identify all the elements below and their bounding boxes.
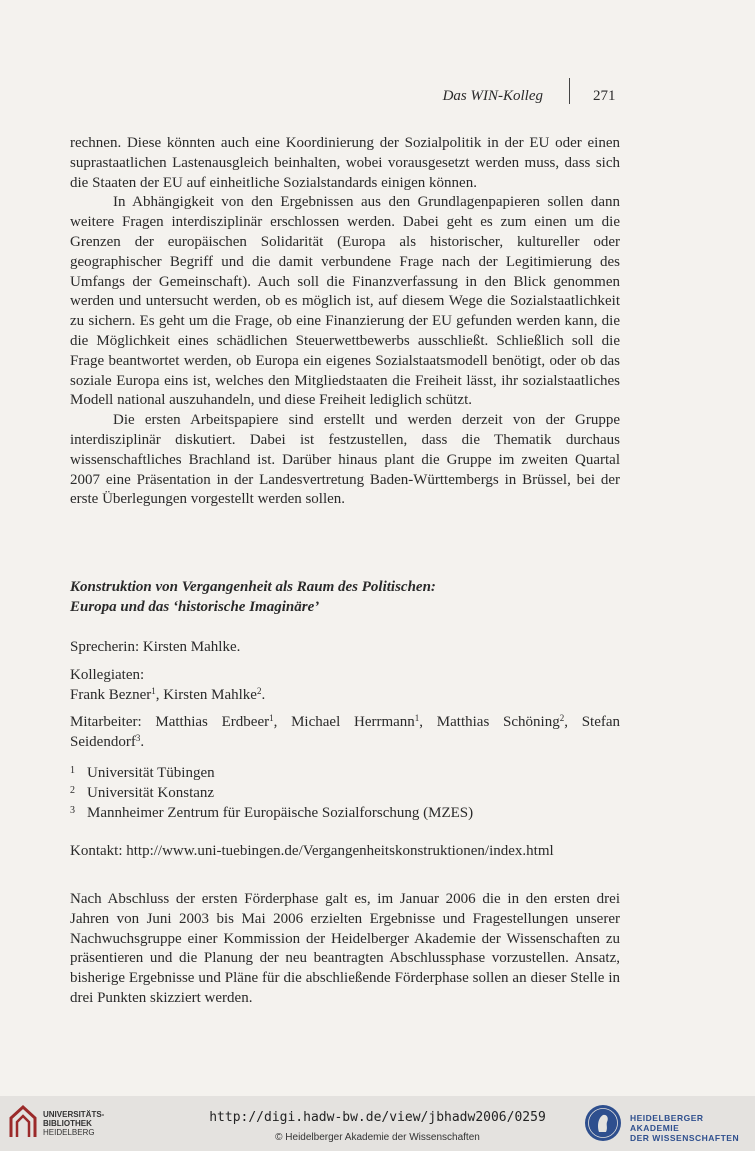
section-title-line-2: Europa und das ‘historische Imaginäre’ [70, 598, 320, 615]
contact-link[interactable]: Kontakt: http://www.uni-tuebingen.de/Vergangenheitskonstruktionen/index.html [70, 843, 554, 859]
section-title-line-1: Konstruktion von Vergangenheit als Raum des Politischen: [70, 579, 436, 595]
affiliation-ref: 1 [269, 713, 274, 723]
closing-paragraph: Nach Abschluss der ersten Förderphase galt es, im Januar 2006 die in den ersten drei Jahren von Juni 2003 bis Mai 2006 erzielten Ergebnisse und Fragestellungen unserer Nachwuchsgruppe einer Kommission der Heidelberger Akademie der Wissenschaften zu präsentieren und die Planung der neu beantragten Abschlussphase vorzustellen. Ansatz, bisherige Ergebnisse und Pläne für die abschließende Förderphase sollen an dieser Stelle in drei Punkten skizziert werden. [70, 891, 620, 1006]
running-header [0, 88, 755, 112]
affiliation-ref: 1 [151, 685, 156, 696]
kollegiaten-block [70, 666, 630, 706]
paragraph-3: Die ersten Arbeitspapiere sind erstellt und werden derzeit von der Gruppe interdisziplinär diskutiert. Dabei ist festzustellen, dass die Thematik durchaus wissenschaftliches Brachland ist. Darüber hinaus plant die Gruppe im zweiten Quartal 2007 eine Präsentation in der Landesvertretung Baden-Württembergs in Brüssel, bei der erste Überlegungen vorgestellt werden sollen. [70, 412, 620, 508]
paragraph-1: rechnen. Diese könnten auch eine Koordinierung der Sozialpolitik in der EU oder einen suprastaatlichen Lastenausgleich beinhalten, wobei vorausgesetzt werden muss, dass sich die Staaten der EU auf einheitliche Sozialstandards einigen können. [70, 135, 620, 191]
person-name: Frank Bezner [70, 686, 152, 703]
person-name: Michael Herrmann [291, 714, 415, 730]
affiliation-ref: 2 [559, 713, 565, 723]
section-block [70, 578, 630, 618]
person-name: Stefan Seidendorf [70, 714, 621, 750]
academy-name: HEIDELBERGER AKADEMIE DER WISSENSCHAFTEN [630, 1113, 740, 1143]
speaker: Sprecherin: Kirsten Mahlke. [70, 639, 241, 655]
paragraph-2: In Abhängigkeit von den Ergebnissen aus den Grundlagenpapieren sollen dann weitere Fragen interdisziplinär erschlossen werden. Dabei geht es zum einen um die Grenzen der europäischen Solidarität (Europa als historischer, kultureller oder geographischer Begriff und die damit verbundene Frage nach der Legitimierung des Umfangs der Gemeinschaft). Auch soll die Finanzverfassung in den Blick genommen werden und untersucht werden, ob es möglich ist, auf diesem Wege die Sozialstaatlichkeit zu sichern. Es geht um die Frage, ob eine Finanzierung der EU gefunden werden kann, die die Möglichkeit eines schädlichen Steuerwettbewerbs ausschließt. Schließlich soll die Frage beantwortet werden, ob Europa ein eigenes Sozialstaatsmodell benötigt, oder ob das soziale Europa eins ist, welches den Mitgliedstaaten die Freiheit lässt, ihr sozialstaatliches Modell national auszuhandeln, und diese Freiheit lediglich schützt. [70, 194, 620, 409]
mitarbeiter-block [70, 713, 620, 753]
footnote: 2 Universität Konstanz [70, 784, 215, 801]
affiliation-ref: 2 [256, 685, 262, 696]
upper-body-text [70, 134, 620, 510]
page-number: 271 [593, 88, 616, 104]
footer-bar [0, 1096, 755, 1151]
university-library-name: UNIVERSITÄTS- BIBLIOTHEK HEIDELBERG [43, 1110, 105, 1137]
mitarbeiter-list: Mitarbeiter: Matthias Erdbeer$^1$, Michael Herrmann$^1$, Matthias Schöning$^2$, Stefan Seidendorf$^3$. [70, 713, 621, 750]
kollegiaten-list: Frank Bezner$^1$, Kirsten Mahlke$^2$. [70, 685, 266, 703]
document-url[interactable]: http://digi.hadw-bw.de/view/jbhadw2006/0259 [209, 1110, 546, 1125]
closing-paragraph-block [70, 890, 620, 1009]
running-title: Das WIN-Kolleg [442, 88, 543, 104]
kollegiaten-label: Kollegiaten: [70, 667, 145, 683]
person-name: Kirsten Mahlke [163, 686, 257, 703]
header-divider [569, 78, 570, 104]
person-name: Matthias Schöning [436, 714, 560, 730]
academy-seal-icon[interactable] [584, 1104, 622, 1142]
speaker-line [70, 638, 630, 658]
affiliation-footnotes [70, 764, 630, 823]
affiliation-ref: 1 [414, 713, 420, 723]
mitarbeiter-label: Mitarbeiter: [70, 714, 142, 730]
footnote: 1 Universität Tübingen [70, 765, 215, 781]
contact-line [70, 842, 630, 862]
footnote: 3 Mannheimer Zentrum für Europäische Sozialforschung (MZES) [70, 804, 474, 821]
copyright-notice: © Heidelberger Akademie der Wissenschaften [275, 1132, 480, 1143]
affiliation-ref: 3 [135, 732, 141, 743]
person-name: Matthias Erdbeer [155, 714, 270, 730]
